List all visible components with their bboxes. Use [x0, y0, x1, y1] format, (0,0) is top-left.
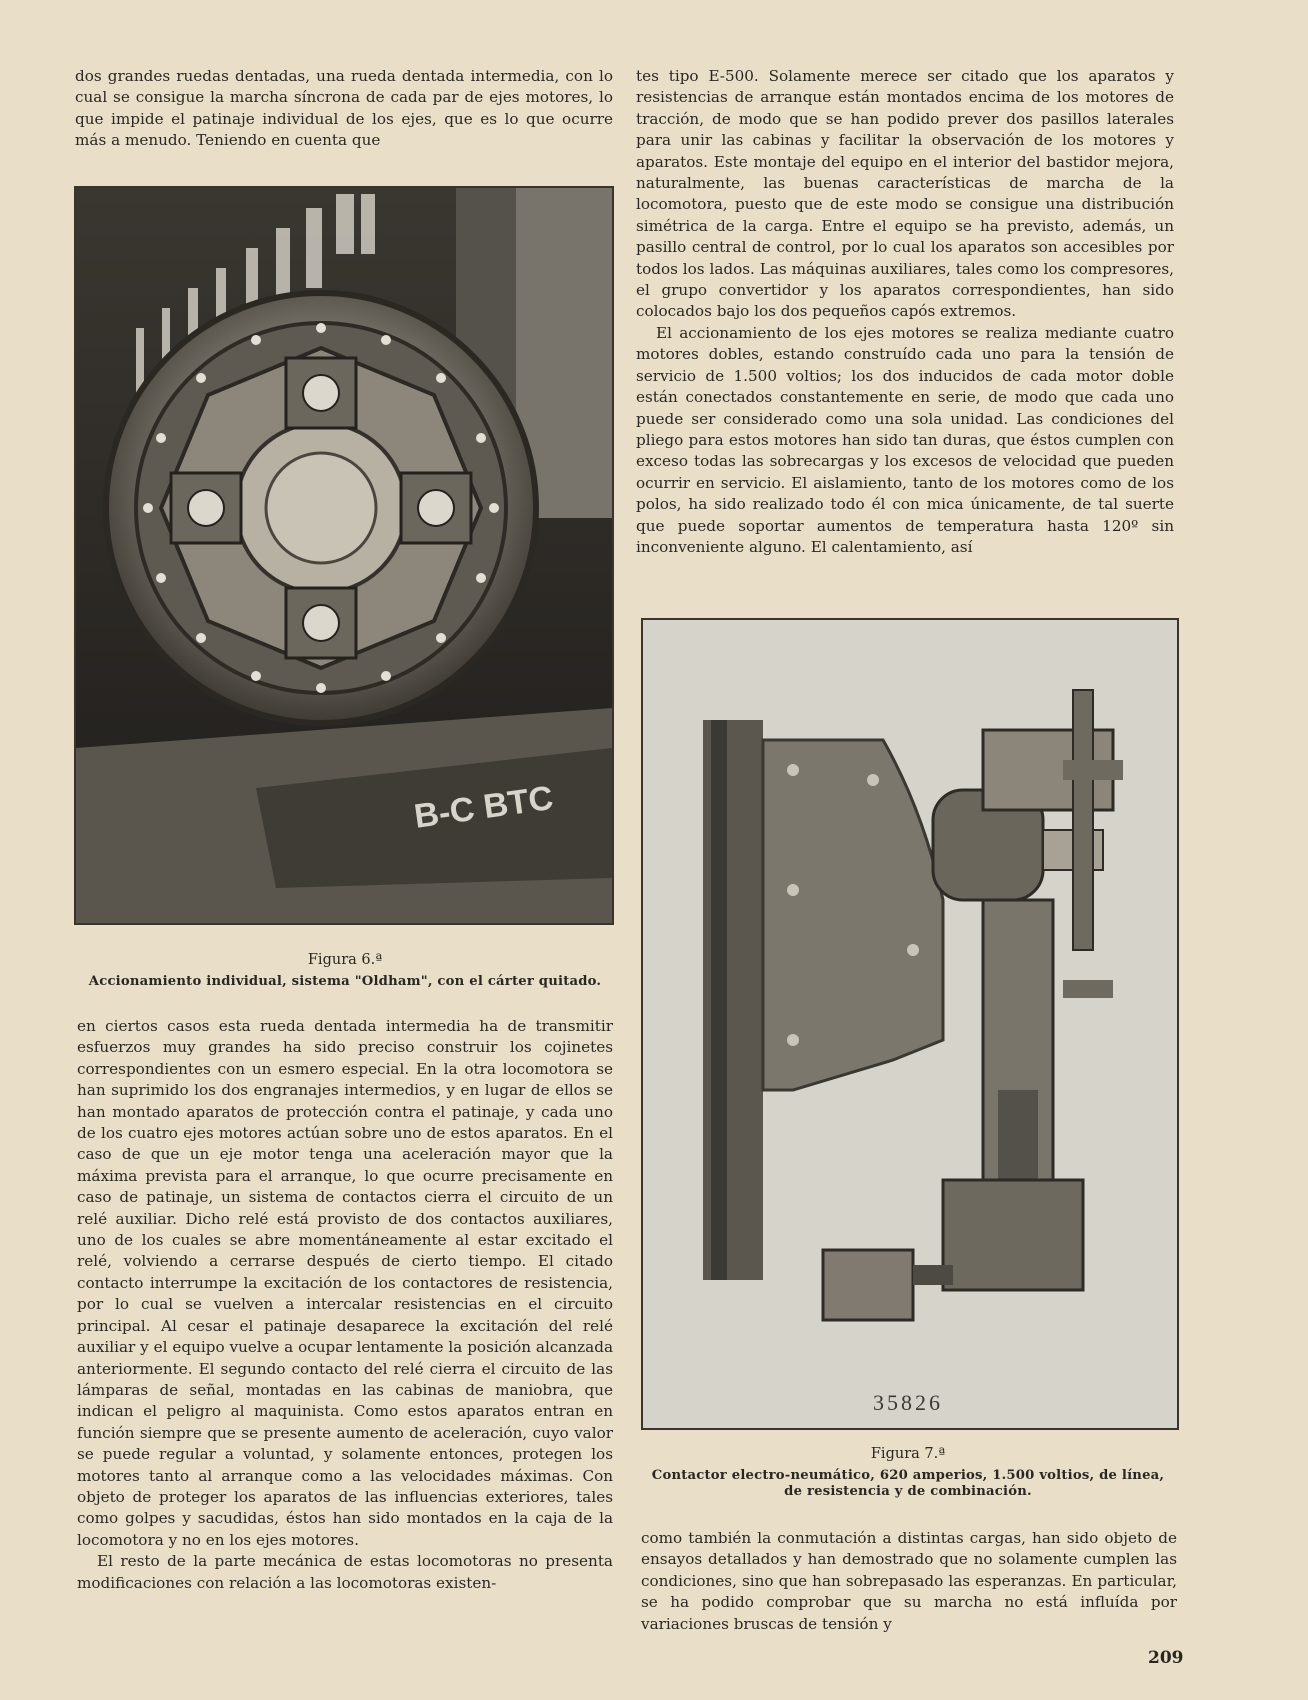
oldham-drive-illustration	[76, 188, 612, 923]
figure-6-photo	[74, 186, 614, 925]
figure-7-caption	[641, 1446, 1175, 1500]
photo-plate-number: 35826	[873, 1390, 943, 1415]
paragraph: tes tipo E-500. Solamente merece ser citado que los aparatos y resistencias de arranque están montados encima de los motores de tracción, de modo que se han podido prever dos pasillos laterales para unir las cabinas y facilitar la observación de los motores y aparatos. Este montaje del equipo en el interior del bastidor mejora, naturalmente, las buenas características de marcha de la locomotora, puesto que de este modo se consigue una distribución simétrica de la carga. Entre el equipo se ha previsto, además, un pasillo central de control, por lo cual los aparatos son accesibles por todos los lados. Las máquinas auxiliares, tales como los compresores, el grupo convertidor y los aparatos correspondientes, han sido colocados bajo los dos pequeños capós extremos.	[636, 67, 1174, 321]
paragraph: El resto de la parte mecánica de estas locomotoras no presenta modificaciones con relación a las locomotoras existen-	[77, 1552, 613, 1592]
paragraph: en ciertos casos esta rueda dentada intermedia ha de transmitir esfuerzos muy grandes ha sido preciso construir los cojinetes correspondientes con un esmero especial. En la otra locomotora se han suprimido los dos engranajes intermedios, y en lugar de ellos se han montado aparatos de protección contra el patinaje, y cada uno de los cuatro ejes motores actúan sobre uno de estos aparatos. En el caso de que un eje motor tenga una aceleración mayor que la máxima prevista para el arranque, lo que ocurre precisamente en caso de patinaje, un sistema de contactos cierra el circuito de un relé auxiliar. Dicho relé está provisto de dos contactos auxiliares, uno de los cuales se abre momentáneamente al estar excitado el relé, volviendo a cerrarse después de cierto tiempo. El citado contacto interrumpe la excitación de los contactores de resistencia, por lo cual se vuelven a intercalar resistencias en el circuito principal. Al cesar el patinaje desaparece la excitación del relé auxiliar y el equipo vuelve a ocupar lentamente la posición alcanzada anteriormente. El segundo contacto del relé cierra el circuito de las lámparas de señal, montadas en las cabinas de maniobra, que indican el peligro al maquinista. Como estos aparatos entran en función siempre que se presente aumento de aceleración, cuyo valor se puede regular a voluntad, y solamente entonces, protegen los motores tanto al arranque como a las velocidades máximas. Con objeto de proteger los aparatos de las influencias exteriores, tales como golpes y sacudidas, éstos han sido montados en la caja de la locomotora y no en los ejes motores.	[77, 1017, 613, 1549]
page-number: 209	[1148, 1648, 1184, 1668]
figure-7-label: Figura 7.ª	[870, 1446, 946, 1462]
right-column-bottom-text	[641, 1528, 1177, 1635]
contactor-illustration	[643, 620, 1177, 1428]
paragraph: El accionamiento de los ejes motores se realiza mediante cuatro motores dobles, estando construído cada uno para la tensión de servicio de 1.500 voltios; los dos inducidos de cada motor doble están conectados constantemente en serie, de modo que cada uno puede ser considerado como una sola unidad. Las condiciones del pliego para estos motores han sido tan duras, que éstos cumplen con exceso todas las sobrecargas y los excesos de velocidad que pueden ocurrir en servicio. El aislamiento, tanto de los motores como de los polos, ha sido realizado todo él con mica únicamente, de tal suerte que puede soportar aumentos de temperatura hasta 120º sin inconveniente alguno. El calentamiento, así	[636, 323, 1174, 556]
figure-6-title: Accionamiento individual, sistema "Oldham", con el cárter quitado.	[88, 974, 602, 989]
paragraph: dos grandes ruedas dentadas, una rueda dentada intermedia, con lo cual se consigue la marcha síncrona de cada par de ejes motores, lo que impide el patinaje individual de los ejes, que es lo que ocurre más a menudo. Teniendo en cuenta que	[75, 67, 613, 150]
figure-6-caption	[76, 952, 614, 990]
left-column-top-text	[75, 66, 613, 152]
paragraph: como también la conmutación a distintas cargas, han sido objeto de ensayos detallados y han demostrado que no solamente cumplen las condiciones, sino que han sobrepasado las esperanzas. En particular, se ha podido comprobar que su marcha no está influída por variaciones bruscas de tensión y	[641, 1529, 1177, 1633]
car-marking: B-C BTC	[411, 778, 556, 836]
left-column-bottom-text	[77, 1016, 613, 1594]
figure-7-title: Contactor electro-neumático, 620 amperios, 1.500 voltios, de línea, de resistencia y de combinación.	[651, 1468, 1165, 1499]
figure-6-label: Figura 6.ª	[307, 952, 383, 968]
right-column-top-text	[636, 66, 1174, 558]
figure-7-photo	[641, 618, 1179, 1430]
